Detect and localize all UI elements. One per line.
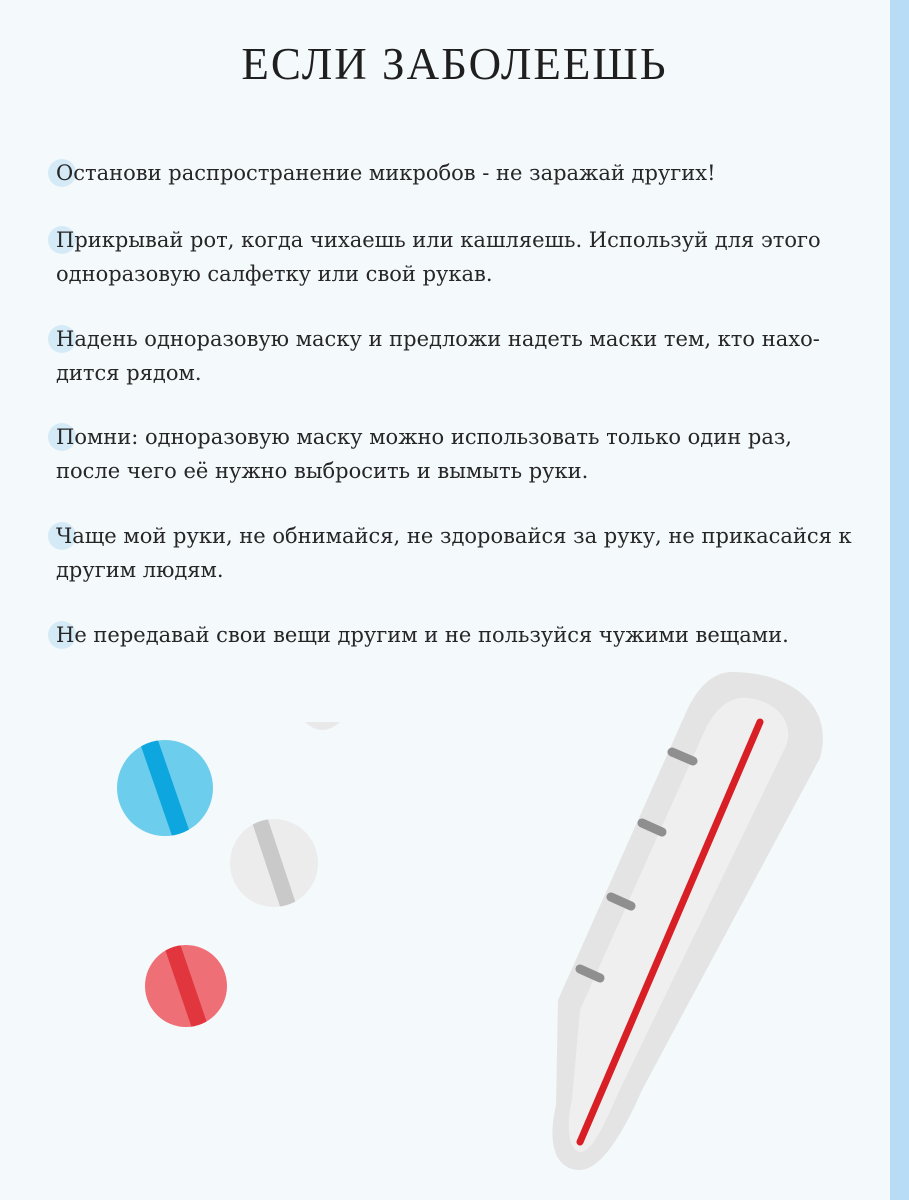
- list-item-text: Прикрывай рот, когда чихаешь или кашляешь. Используй для этого одноразовую салфетку или свой рукав.: [56, 228, 821, 286]
- red-pill-icon: [145, 942, 227, 1030]
- page-title: ЕСЛИ ЗАБОЛЕЕШЬ: [241, 39, 668, 89]
- right-edge-strip: [890, 0, 909, 1200]
- thermometer-icon: [552, 672, 822, 1170]
- list-item: [56, 618, 856, 652]
- illustration: [0, 660, 890, 1200]
- list-item: [56, 519, 856, 587]
- list-item: [56, 223, 856, 291]
- blue-pill-icon: [117, 736, 213, 840]
- list-item-text: Не передавай свои вещи другим и не пользуйся чужими вещами.: [56, 623, 789, 647]
- list-item-text: Чаще мой руки, не обнимайся, не здоровайся за руку, не прикасайся к другим людям.: [56, 524, 852, 582]
- list-item: [56, 156, 856, 190]
- list-item-text: Надень одноразовую маску и предложи надеть маски тем, кто нахо-дится рядом.: [56, 327, 820, 385]
- list-item: [56, 420, 856, 488]
- list-item: [56, 322, 856, 390]
- small-pill-fragment: [305, 722, 340, 730]
- list-item-text: Останови распространение микробов - не заражай других!: [56, 161, 716, 185]
- list-item-text: Помни: одноразовую маску можно использовать только один раз, после чего её нужно выбросить и вымыть руки.: [56, 425, 792, 483]
- white-pill-icon: [230, 815, 318, 911]
